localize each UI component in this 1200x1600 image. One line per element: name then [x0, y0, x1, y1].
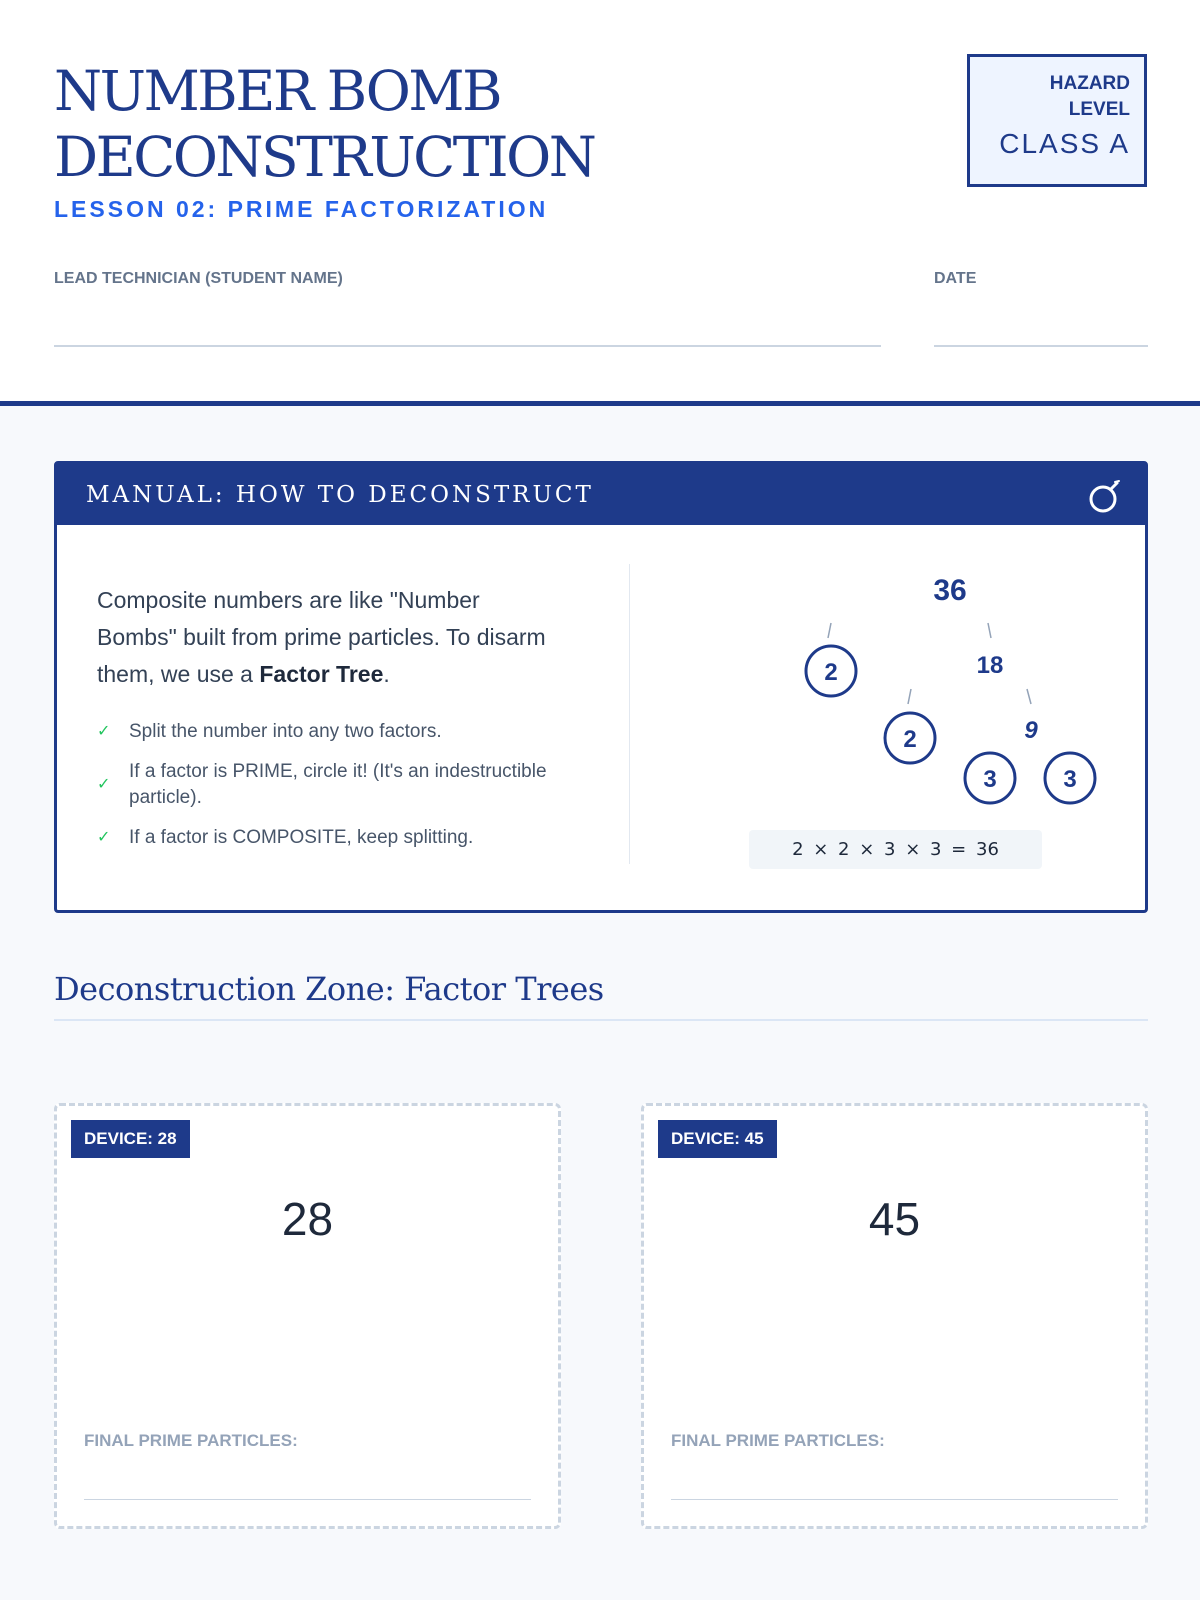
- factor-equation: 2 × 2 × 3 × 3 = 36: [749, 830, 1042, 869]
- manual-intro: [97, 582, 557, 693]
- device-number: 28: [281, 1193, 334, 1245]
- device-card-28[interactable]: [54, 1103, 561, 1529]
- manual-header: [57, 464, 1145, 525]
- tree-branch: [988, 623, 991, 638]
- intro-bold: Factor Tree: [259, 661, 384, 687]
- date-label: DATE: [934, 270, 977, 287]
- tree-prime-node: 3: [1063, 766, 1077, 793]
- final-particles-label: FINAL PRIME PARTICLES:: [84, 1431, 298, 1450]
- tree-prime-node: 2: [824, 659, 838, 686]
- check-icon: ✓: [97, 776, 111, 793]
- tree-composite-node: 9: [1024, 717, 1038, 744]
- manual-title: MANUAL: HOW TO DECONSTRUCT: [86, 482, 594, 508]
- date-field[interactable]: [934, 345, 1148, 347]
- device-tag: DEVICE: 28: [71, 1120, 190, 1158]
- step-item: [97, 759, 567, 811]
- device-card-45[interactable]: [641, 1103, 1148, 1529]
- step-text: If a factor is COMPOSITE, keep splitting.: [129, 827, 474, 848]
- zone-title: Deconstruction Zone: Factor Trees: [54, 970, 604, 1008]
- tree-composite-node: 18: [976, 652, 1004, 679]
- hazard-label-line1: HAZARD: [1049, 73, 1130, 94]
- check-icon: ✓: [97, 829, 111, 846]
- student-name-field[interactable]: [54, 345, 881, 347]
- lesson-subtitle: LESSON 02: PRIME FACTORIZATION: [54, 196, 549, 222]
- step-item: [97, 719, 567, 745]
- bomb-icon: [1087, 478, 1123, 514]
- manual-panel: [54, 461, 1148, 913]
- step-item: [97, 825, 567, 851]
- tree-prime-node: 3: [983, 766, 997, 793]
- step-text: Split the number into any two factors.: [129, 721, 442, 742]
- hazard-label-line2: LEVEL: [1068, 99, 1130, 120]
- steps-list: [97, 719, 567, 865]
- device-tag: DEVICE: 45: [658, 1120, 777, 1158]
- manual-divider: [629, 564, 630, 864]
- final-particles-field[interactable]: [671, 1499, 1118, 1500]
- tree-branch: [1027, 689, 1031, 704]
- tree-root: 36: [933, 574, 967, 607]
- page-title: [54, 58, 774, 190]
- check-icon: ✓: [97, 723, 111, 740]
- page-title-line1: NUMBER BOMB: [54, 59, 501, 123]
- page-title-line2: DECONSTRUCTION: [54, 125, 595, 189]
- tree-branch: [828, 623, 831, 638]
- hazard-class: CLASS A: [999, 128, 1130, 159]
- final-particles-label: FINAL PRIME PARTICLES:: [671, 1431, 885, 1450]
- step-text: If a factor is PRIME, circle it! (It's an indestructible particle).: [129, 761, 547, 808]
- final-particles-field[interactable]: [84, 1499, 531, 1500]
- tree-branch: [908, 689, 911, 704]
- worksheet-header: [0, 0, 1200, 406]
- zone-divider: [54, 1019, 1148, 1021]
- hazard-badge: [967, 54, 1147, 187]
- intro-text: Composite numbers are like "Number Bombs" built from prime particles. To disarm them, we use a: [97, 587, 546, 687]
- intro-end: .: [383, 661, 390, 687]
- student-name-label: LEAD TECHNICIAN (STUDENT NAME): [54, 270, 343, 287]
- tree-prime-node: 2: [903, 726, 917, 753]
- device-number: 45: [868, 1193, 921, 1245]
